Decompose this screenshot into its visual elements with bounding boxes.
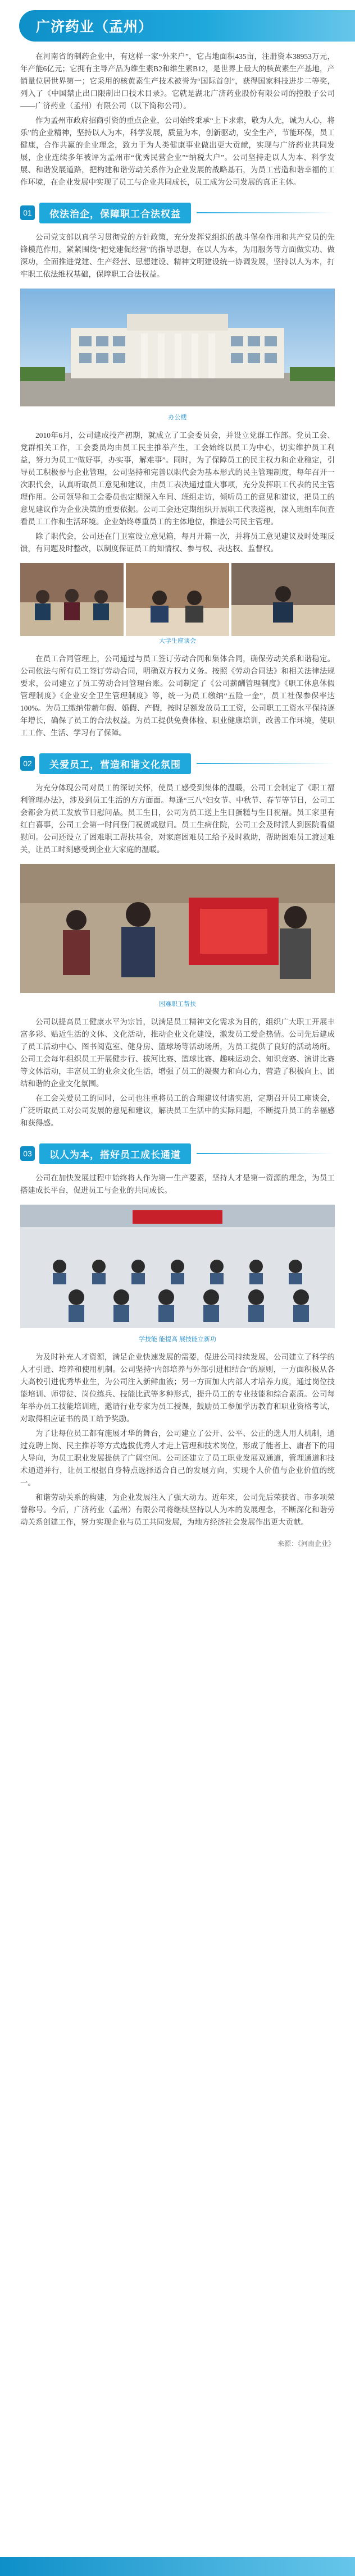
section-divider	[197, 763, 335, 764]
article-title: 广济药业（孟州）	[36, 19, 153, 35]
training-caption: 学技能 能提高 展技能立新功	[138, 1336, 217, 1343]
section-2-number: 02	[20, 756, 35, 771]
section-3-paragraph-3: 为了让每位员工都有施展才华的舞台，公司建立了公开、公平、公正的选人用人机制，通过竞聘上岗、民主推荐等方式选拔优秀人才走上管理和技术岗位，形成了能者上、庸者下的用人导向，为员工职业发展提供了广阔空间。公司还建立了员工职业发展双通道，管理通道和技术通道并行，让员工根据自身特点选择适合自己的发展方向，实现个人价值与企业价值的统一。	[20, 1429, 335, 1487]
section-1-paragraph-1: 公司党支部以真学习贯彻党的方针政策，充分发挥党组织的战斗堡垒作用和共产党员的先锋模范作用，紧紧围绕“把党建促经营”的指导思想，在以人为本，为用服务等方面做实功、做深功，全面推进党建、生产经营、思想建设、精神文明建设统一协调发展，坚持以人为本，打牢职工依法维权基础，保障职工合法权益。	[20, 233, 335, 278]
forum-photo-1	[20, 563, 124, 636]
aid-photo	[20, 864, 335, 996]
forum-caption: 大学生座谈会	[159, 638, 196, 644]
office-building-caption: 办公楼	[168, 414, 187, 421]
forum-photo-3	[231, 563, 335, 636]
section-1-paragraph-3: 除了职代会，公司还在门卫室设立意见箱，每月开箱一次，并将员工意见建议及时处理反馈，有问题及时整改，以制度保证员工的知情权、参与权、表达权、监督权。	[20, 532, 335, 553]
section-3-paragraph-2: 为及时补充人才资源，满足企业快速发展的需要，促进公司持续发展，公司建立了科学的人才引进、培养和使用机制。公司坚持“内部培养与外部引进相结合”的原则，一方面积极从各大高校引进优秀毕业生，为公司注入新鲜血液；另一方面加大内部人才培养力度，通过岗位技能培训、师带徒、岗位练兵、技能比武等多种形式，提升员工的专业技能和综合素质。公司每年举办员工技能培训班，邀请行业专家为员工授课，鼓励员工参加学历教育和职业资格考试，对取得相应证书的员工给予奖励。	[20, 1353, 335, 1423]
section-2-paragraph-2: 公司以提高员工健康水平为宗旨，以满足员工精神文化需求为目的，组织广大职工开展丰富多彩、贴近生活的文体、文化活动，推动企业文化建设，激发员工爱企热情。公司先后建成了员工活动中心、图书阅览室、健身房、篮球场等活动场所，为员工提供了良好的活动场所。公司工会每年组织员工开展健步行、拔河比赛、篮球比赛、趣味运动会、知识竞赛、演讲比赛等文体活动，丰富员工的业余文化生活，增强了员工的凝聚力和向心力，营造了积极向上、团结和谐的企业文化氛围。	[20, 1018, 335, 1088]
aid-image	[20, 864, 335, 993]
intro-paragraph-1: 在河南省的制药企业中，有这样一家“外来户”，它占地面积435亩，注册资本38953万元，年产能6亿元；它拥有主导产品为维生素B2和维生素B12，是世界上最大的核黄素生产基地，产销量位居世界第一；它采用的核黄素生产技术被誉为“国际首创”，获得国家科技进步二等奖，列入了《中国禁止出口限制出口技术目录》。它就是湖北广济药业股份有限公司的控股子公司——广济药业（孟州）有限公司（以下简称公司）。	[20, 52, 335, 110]
section-1-header	[20, 203, 335, 222]
section-3-paragraph-4: 和谐劳动关系的构建，为企业发展注入了强大动力。近年来，公司先后荣获省、市多项荣誉称号。今后，广济药业（孟州）有限公司将继续坚持以人为本的发展理念，不断深化和谐劳动关系创建工作，努力实现企业与员工共同发展，为地方经济社会发展作出更大贡献。	[20, 1493, 335, 1526]
forum-photo-grid	[20, 563, 335, 636]
footer-decoration	[0, 2557, 355, 2576]
section-1-paragraph-2: 2010年6月，公司建成投产初期，就成立了工会委员会，并设立党群工作部。党员工会、党群相关工作，工会委员均由员工民主推举产生，工会始终以员工为中心，切实维护员工利益，努力为员工“做好事，办实事，解难事”。同时，为了保障员工的民主权力和企业稳定，引导员工积极参与企业管理，公司坚持和完善以职代会为基本形式的民主管理制度，每年召开一次职代会，认真听取员工意见和建议，由员工表决通过重大事项，充分发挥职工代表的民主管理作用。公司领导和工会委员也定期深入车间、班组走访，倾听员工的意见和建议，把员工的意见建议作为企业决策的重要依据。公司工会还定期组织开展职工代表巡视，深入班组车间查看员工工作和生活环境。企业始终尊重员工的主体地位，推进公司民主管理。	[20, 431, 335, 526]
section-3-header	[20, 1144, 335, 1163]
article-source: 来源：《河南企业》	[277, 1540, 335, 1548]
section-1-paragraph-4: 在员工合同管理上，公司通过与员工签订劳动合同和集体合同，确保劳动关系和谐稳定。公司依法与所有员工签订劳动合同，明确双方权力义务。按照《劳动合同法》和相关法律法规要求，公司建立了员工劳动合同管理台账。公司制定了《公司薪酬管理制度》《职工休息休假管理制度》《企业安全卫生管理制度》等，统一为员工缴纳“五险一金”，员工社保参保率达100%。为员工缴纳带薪年假、婚假、产假，按时足额发放员工工资，公司职工工资水平保持逐年增长，确保了员工的合法权益。为员工提供免费体检、职业健康培训，改善工作环境，使职工工作、生活、学习有了保障。	[20, 655, 335, 737]
section-divider	[197, 212, 335, 213]
section-2-paragraph-1: 为充分体现公司对员工的深切关怀，使员工感受到集体的温暖，公司工会制定了《职工福利管理办法》，涉及到员工生活的方方面面。每逢“三八”妇女节、中秋节、春节等节日，公司工会都会为员工发放节日慰问品。员工生日，公司为员工送上生日蛋糕与生日祝福。员工家里有红白喜事，公司工会第一时间登门祝贺或慰问。员工生病住院，公司工会及时派人到医院看望慰问。公司还设立了困难职工帮扶基金，对家庭困难员工给予及时救助，帮助困难员工渡过难关，让员工时刻感受到企业大家庭的温暖。	[20, 784, 335, 854]
title-banner	[19, 10, 355, 42]
forum-photo-2	[126, 563, 229, 636]
section-2-title: 关爱员工，营造和谐文化氛围	[39, 753, 191, 774]
office-building-image	[20, 289, 335, 406]
training-photo	[20, 1205, 335, 1331]
section-3-paragraph-1: 公司在加快发展过程中始终将人作为第一生产要素，坚持人才是第一资源的理念，为员工搭建成长平台，促进员工与企业的共同成长。	[20, 1174, 335, 1195]
section-3-title: 以人为本，搭好员工成长通道	[39, 1143, 191, 1164]
training-image	[20, 1205, 335, 1328]
office-building-photo	[20, 289, 335, 409]
section-divider	[197, 1153, 335, 1154]
article-body	[0, 42, 355, 1548]
section-1-title: 依法治企，保障职工合法权益	[39, 203, 191, 223]
section-2-paragraph-3: 在工会关爱员工的同时，公司也注重将员工的合理建议付诸实施，定期召开员工座谈会，广泛听取员工对公司发展的意见和建议，解决员工生活中的实际问题，不断提升员工的幸福感和获得感。	[20, 1094, 335, 1127]
aid-caption: 困难职工帮扶	[159, 1001, 196, 1008]
section-1-number: 01	[20, 205, 35, 220]
section-2-header	[20, 754, 335, 773]
section-3-number: 03	[20, 1146, 35, 1161]
intro-paragraph-2: 作为孟州市政府招商引资的重点企业，公司始终秉承“上下求索，敬为人先，诚为人心，将乐”的企业精神，坚持以人为本，科学发展，质量为本，创新驱动，安全生产，节能环保，员工健康，合作共赢的企业理念，致力于为人类健康事业做出更大贡献，实现与广济药业共同发展，企业连续多年被评为孟州市“优秀民营企业”“纳税大户”。公司坚持走以人为本、科学发展、和谐发展道路，把构建和谐劳动关系作为企业发展的战略基石，为员工营造和谐幸福的工作环境，在企业发展中实现了员工与企业共同成长，员工成为公司发展的真正主体。	[20, 116, 335, 186]
